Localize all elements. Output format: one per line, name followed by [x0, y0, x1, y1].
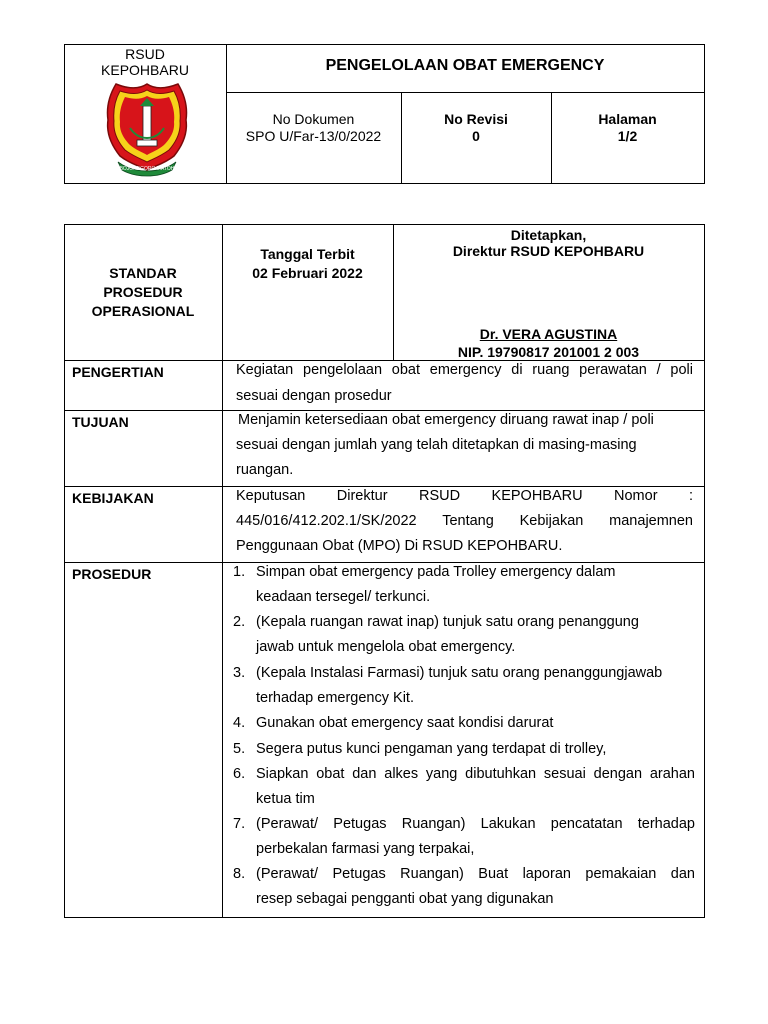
approval-line2: Direktur RSUD KEPOHBARU [452, 243, 645, 259]
step-text-line1: (Perawat/ Petugas Ruangan) Buat laporan pemakaian dan [256, 866, 695, 882]
revision-value: 0 [472, 128, 480, 144]
step-text-line1: Gunakan obat emergency saat kondisi darurat [256, 715, 554, 731]
signer-nip: NIP. 19790817 201001 2 003 [457, 344, 640, 360]
doc-number-value: SPO U/Far-13/0/2022 [245, 128, 382, 144]
section-label-pengertian: PENGERTIAN [72, 364, 164, 380]
step-text-line1: Siapkan obat dan alkes yang dibutuhkan sesuai dengan arahan [256, 766, 695, 782]
kebijakan-line2: 445/016/412.202.1/SK/2022 Tentang Kebijakan manajemnen [236, 513, 693, 529]
step-number: 7. [233, 816, 246, 832]
step-number: 2. [233, 614, 246, 630]
tujuan-line1: Menjamin ketersediaan obat emergency diruang rawat inap / poli [238, 412, 654, 428]
issued-date: 02 Februari 2022 [252, 265, 363, 281]
step-number: 5. [233, 741, 246, 757]
kebijakan-line3: Penggunaan Obat (MPO) Di RSUD KEPOHBARU. [236, 538, 563, 554]
kebijakan-line1: Keputusan Direktur RSUD KEPOHBARU Nomor : [236, 488, 693, 504]
step-text-line1: Simpan obat emergency pada Trolley emergency dalam [256, 564, 616, 580]
step-number: 3. [233, 665, 246, 681]
spo-title-line3: OPERASIONAL [91, 303, 195, 319]
step-text-line1: Segera putus kunci pengaman yang terdapat di trolley, [256, 741, 607, 757]
approval-line1: Ditetapkan, [510, 227, 587, 243]
step-text-line2: jawab untuk mengelola obat emergency. [256, 639, 516, 655]
section-label-tujuan: TUJUAN [72, 414, 129, 430]
doc-number-label: No Dokumen [272, 111, 355, 127]
spo-title-line1: STANDAR [109, 265, 177, 281]
org-name-line1: RSUD [125, 46, 165, 62]
step-text-line2: ketua tim [256, 791, 315, 807]
signer-name: Dr. VERA AGUSTINA [479, 326, 618, 342]
step-text-line1: (Kepala ruangan rawat inap) tunjuk satu orang penanggung [256, 614, 639, 630]
page-value: 1/2 [617, 128, 638, 144]
step-number: 4. [233, 715, 246, 731]
step-text-line1: (Kepala Instalasi Farmasi) tunjuk satu orang penanggungjawab [256, 665, 663, 681]
logo-ribbon-text: BOJONEGORO MATOH [119, 166, 175, 172]
step-text-line2: terhadap emergency Kit. [256, 690, 414, 706]
hospital-logo [104, 80, 190, 178]
step-number: 1. [233, 564, 246, 580]
step-number: 8. [233, 866, 246, 882]
tujuan-line2: sesuai dengan jumlah yang telah ditetapkan di masing-masing [236, 437, 637, 453]
step-text-line1: (Perawat/ Petugas Ruangan) Lakukan pencatatan terhadap [256, 816, 695, 832]
document-title: PENGELOLAAN OBAT EMERGENCY [325, 57, 605, 74]
tujuan-line3: ruangan. [236, 462, 294, 478]
step-text-line2: resep sebagai pengganti obat yang digunakan [256, 891, 554, 907]
page-label: Halaman [598, 111, 657, 127]
issued-label: Tanggal Terbit [260, 246, 355, 262]
revision-label: No Revisi [444, 111, 508, 127]
pengertian-line1: Kegiatan pengelolaan obat emergency di ruang perawatan / poli [236, 362, 693, 378]
org-name-line2: KEPOHBARU [101, 62, 189, 78]
pengertian-line2: sesuai dengan prosedur [236, 388, 392, 404]
step-number: 6. [233, 766, 246, 782]
step-text-line2: perbekalan farmasi yang terpakai, [256, 841, 475, 857]
section-label-prosedur: PROSEDUR [72, 566, 152, 582]
section-label-kebijakan: KEBIJAKAN [72, 490, 154, 506]
step-text-line2: keadaan tersegel/ terkunci. [256, 589, 431, 605]
spo-title-line2: PROSEDUR [103, 284, 183, 300]
